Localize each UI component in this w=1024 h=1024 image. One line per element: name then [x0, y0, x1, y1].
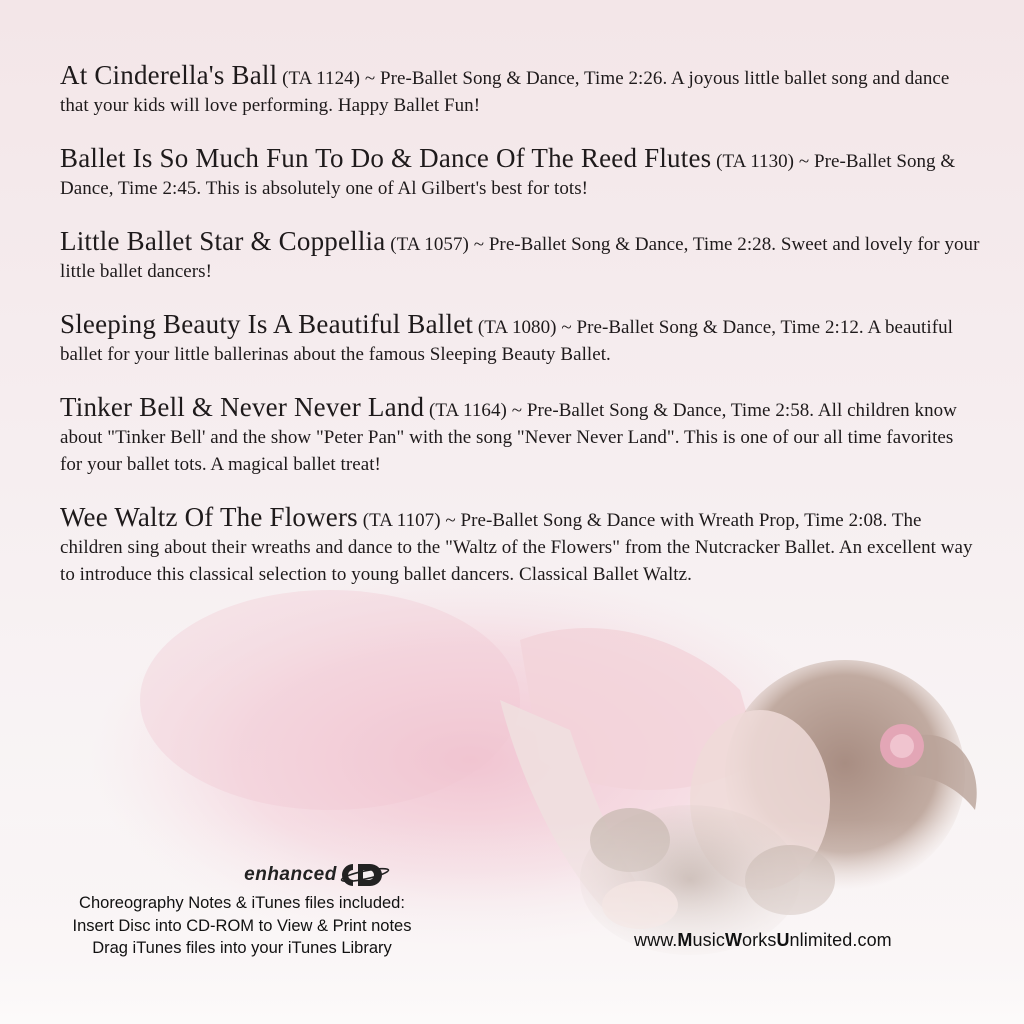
track-title: At Cinderella's Ball — [60, 60, 278, 90]
track-item — [60, 145, 980, 202]
cd-logo-icon — [340, 862, 390, 888]
track-code: (TA 1130) — [716, 151, 795, 172]
enhanced-cd-logo — [244, 862, 390, 888]
track-item — [60, 62, 980, 119]
track-description: ~ Pre-Ballet Song & Dance, Time 2:26. A joyous little ballet song and dance that your kids will love performing. Happy Ballet Fun! — [60, 68, 950, 116]
track-description: ~ Pre-Ballet Song & Dance, Time 2:45. This is absolutely one of Al Gilbert's best for tots! — [60, 151, 956, 199]
track-code: (TA 1057) — [390, 234, 469, 255]
url-part: usic — [692, 930, 725, 950]
track-title: Wee Waltz Of The Flowers — [60, 502, 358, 532]
enhanced-note-line: Insert Disc into CD-ROM to View & Print notes — [72, 916, 412, 935]
url-part: .com — [852, 930, 892, 950]
track-description: ~ Pre-Ballet Song & Dance with Wreath Prop, Time 2:08. The children sing about their wreaths and dance to the "Waltz of the Flowers" from the Nutcracker Ballet. An excellent way to introduce this classical selection to young ballet dancers. Classical Ballet Waltz. — [60, 510, 973, 585]
website-url[interactable] — [634, 930, 892, 951]
track-description: ~ Pre-Ballet Song & Dance, Time 2:58. All children know about "Tinker Bell' and the show "Peter Pan" with the song "Never Never Land". This is one of our all time favorites for your ballet tots. A magical ballet treat! — [60, 400, 957, 475]
enhanced-cd-word: enhanced — [244, 864, 337, 885]
track-code: (TA 1124) — [282, 68, 361, 89]
enhanced-note-line: Choreography Notes & iTunes files included: — [79, 894, 405, 912]
track-item — [60, 504, 980, 588]
track-item — [60, 228, 980, 285]
track-code: (TA 1080) — [477, 317, 557, 338]
track-title: Sleeping Beauty Is A Beautiful Ballet — [60, 309, 474, 339]
track-list — [60, 62, 980, 614]
enhanced-cd-info — [22, 862, 462, 960]
track-title: Little Ballet Star & Coppellia — [60, 226, 386, 256]
enhanced-note-line: Drag iTunes files into your iTunes Library — [92, 939, 392, 957]
track-title: Tinker Bell & Never Never Land — [60, 392, 425, 422]
track-title: Ballet Is So Much Fun To Do & Dance Of The Reed Flutes — [60, 143, 712, 173]
track-item — [60, 394, 980, 478]
url-part: U — [776, 930, 790, 950]
track-description: ~ Pre-Ballet Song & Dance, Time 2:28. Sweet and lovely for your little ballet dancers! — [60, 234, 980, 282]
url-part: orks — [742, 930, 777, 950]
track-item — [60, 311, 980, 368]
track-description: ~ Pre-Ballet Song & Dance, Time 2:12. A beautiful ballet for your little ballerinas about the famous Sleeping Beauty Ballet. — [60, 317, 953, 365]
track-code: (TA 1164) — [428, 400, 507, 421]
track-code: (TA 1107) — [362, 510, 441, 531]
url-part: www. — [634, 930, 678, 950]
url-part: nlimited — [789, 930, 853, 950]
url-part: M — [677, 930, 693, 950]
url-part: W — [724, 930, 743, 950]
